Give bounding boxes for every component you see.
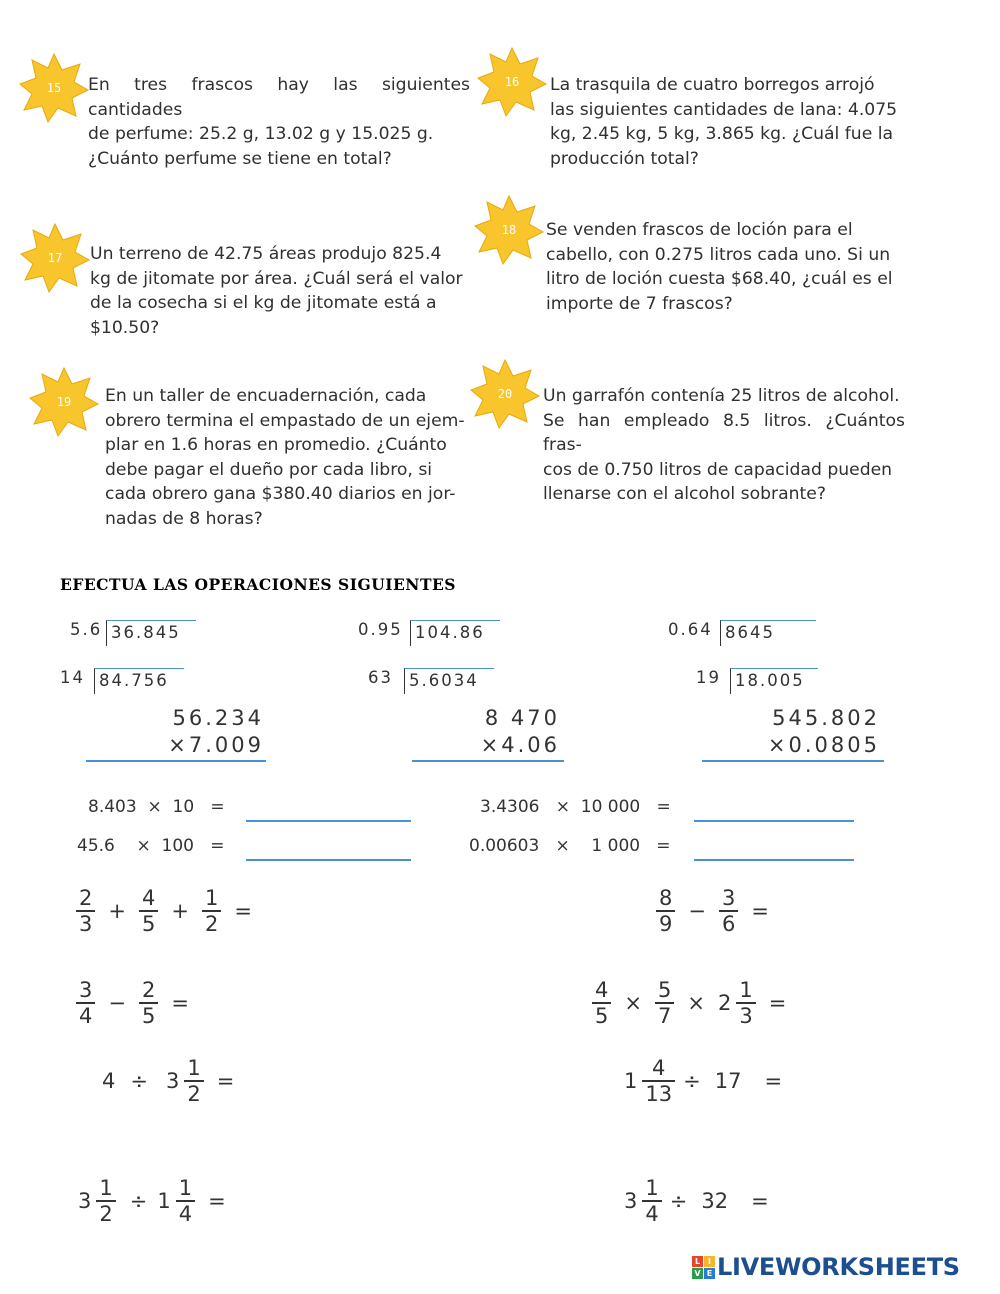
divisor: 0.64 <box>668 620 713 639</box>
fraction: $\frac{4}{5}$ <box>139 886 158 936</box>
logo-text: LIVEWORKSHEETS <box>717 1253 960 1281</box>
fraction-expression-5[interactable]: 4 ÷ 3 $\frac{1}{2}$ = <box>102 1056 235 1106</box>
liveworksheets-logo <box>692 1253 960 1281</box>
dividend: 8645 <box>720 620 816 646</box>
dividend: 84.756 <box>94 668 184 694</box>
problem-16-text: La trasquila de cuatro borregos arrojó las siguientes cantidades de lana: 4.075 kg, 2.45 kg, 5 kg, 3.865 kg. ¿Cuál fue la producción total? <box>550 75 898 169</box>
logo-mark-icon: L I V E <box>692 1256 715 1279</box>
multiplier: ×4.06 <box>480 733 560 757</box>
problem-number: 20 <box>497 387 513 401</box>
multiplication-3-answer-line[interactable] <box>702 760 884 762</box>
dividend: 18.005 <box>730 668 818 694</box>
multiplication-2 <box>440 705 560 759</box>
fraction-expression-6[interactable]: 1 $\frac{4}{13}$ ÷ 17 = <box>624 1056 783 1106</box>
problem-15-text: En tres frascos hay las siguientes cantidades de perfume: 25.2 g, 13.02 g y 15.025 g. ¿Cuánto perfume se tiene en total? <box>88 75 470 169</box>
divisor: 14 <box>60 668 85 687</box>
divisor: 63 <box>368 668 393 687</box>
answer-line[interactable] <box>694 820 854 822</box>
fraction: $\frac{2}{5}$ <box>139 978 158 1028</box>
fraction: $\frac{5}{7}$ <box>655 978 674 1028</box>
fraction: $\frac{3}{6}$ <box>719 886 738 936</box>
star-badge-15 <box>18 52 90 124</box>
power-of-ten-2: 3.4306 × 10 000 = <box>480 797 671 817</box>
multiplication-3 <box>720 705 880 759</box>
fraction: $\frac{4}{5}$ <box>592 978 611 1028</box>
problem-17-text: Un terreno de 42.75 áreas produjo 825.4 kg de jitomate por área. ¿Cuál será el valor de la cosecha si el kg de jitomate está a $10.50? <box>90 244 463 338</box>
fraction-expression-7[interactable]: 3 $\frac{1}{2}$ ÷ 1 $\frac{1}{4}$ = <box>78 1176 226 1226</box>
fraction-expression-8[interactable]: 3 $\frac{1}{4}$ ÷ 32 = <box>624 1176 769 1226</box>
fraction-expression-1[interactable]: $\frac{2}{3}$ + $\frac{4}{5}$ + $\frac{1}{2}$ = <box>72 886 261 936</box>
power-of-ten-3: 45.6 × 100 = <box>77 836 225 856</box>
dividend: 36.845 <box>106 620 196 646</box>
problem-20-text: Un garrafón contenía 25 litros de alcohol. Se han empleado 8.5 litros. ¿Cuántos fras- cos de 0.750 litros de capacidad pueden llenarse con el alcohol sobrante? <box>543 386 905 504</box>
multiplicand: 545.802 <box>772 706 880 730</box>
fraction: $\frac{1}{4}$ <box>176 1176 195 1226</box>
fraction: $\frac{1}{2}$ <box>202 886 221 936</box>
problem-19-text: En un taller de encuadernación, cada obrero termina el empastado de un ejem- plar en 1.6 horas en promedio. ¿Cuánto debe pagar el dueño por cada libro, si cada obrero gana $380.40 diarios en jor- nadas de 8 horas? <box>105 386 465 529</box>
star-badge-19 <box>28 366 100 438</box>
section-heading: EFECTUA LAS OPERACIONES SIGUIENTES <box>60 575 456 594</box>
star-badge-17 <box>19 222 91 294</box>
answer-line[interactable] <box>246 820 411 822</box>
power-of-ten-4: 0.00603 × 1 000 = <box>469 836 671 856</box>
dividend: 5.6034 <box>404 668 494 694</box>
fraction-expression-4[interactable]: $\frac{4}{5}$ × $\frac{5}{7}$ × 2 $\frac{1}{3}$ = <box>588 978 795 1028</box>
problem-number: 18 <box>501 223 517 237</box>
star-badge-20 <box>469 358 541 430</box>
divisor: 0.95 <box>358 620 403 639</box>
fraction-expression-2[interactable]: $\frac{8}{9}$ − $\frac{3}{6}$ = <box>652 886 778 936</box>
divisor: 5.6 <box>70 620 103 639</box>
answer-line[interactable] <box>246 859 411 861</box>
star-badge-18 <box>473 194 545 266</box>
problem-18-text: Se venden frascos de loción para el cabello, con 0.275 litros cada uno. Si un litro de loción cuesta $68.40, ¿cuál es el importe de 7 frascos? <box>546 220 893 314</box>
fraction: $\frac{1}{4}$ <box>642 1176 661 1226</box>
fraction: $\frac{1}{2}$ <box>96 1176 115 1226</box>
answer-line[interactable] <box>694 859 854 861</box>
multiplication-1-answer-line[interactable] <box>86 760 266 762</box>
fraction: $\frac{1}{3}$ <box>736 978 755 1028</box>
problem-number: 15 <box>46 81 62 95</box>
fraction: $\frac{4}{13}$ <box>642 1056 675 1106</box>
problem-number: 16 <box>504 75 520 89</box>
fraction: $\frac{2}{3}$ <box>76 886 95 936</box>
divisor: 19 <box>696 668 721 687</box>
multiplication-1 <box>130 705 264 759</box>
multiplier: ×0.0805 <box>767 733 880 757</box>
multiplicand: 8 470 <box>484 706 560 730</box>
multiplicand: 56.234 <box>172 706 264 730</box>
problem-number: 19 <box>56 395 72 409</box>
problem-number: 17 <box>47 251 63 265</box>
star-badge-16 <box>476 46 548 118</box>
fraction: $\frac{1}{2}$ <box>184 1056 203 1106</box>
fraction: $\frac{8}{9}$ <box>656 886 675 936</box>
multiplication-2-answer-line[interactable] <box>412 760 564 762</box>
fraction-expression-3[interactable]: $\frac{3}{4}$ − $\frac{2}{5}$ = <box>72 978 198 1028</box>
power-of-ten-1: 8.403 × 10 = <box>88 797 225 817</box>
fraction: $\frac{3}{4}$ <box>76 978 95 1028</box>
dividend: 104.86 <box>410 620 500 646</box>
multiplier: ×7.009 <box>168 733 264 757</box>
